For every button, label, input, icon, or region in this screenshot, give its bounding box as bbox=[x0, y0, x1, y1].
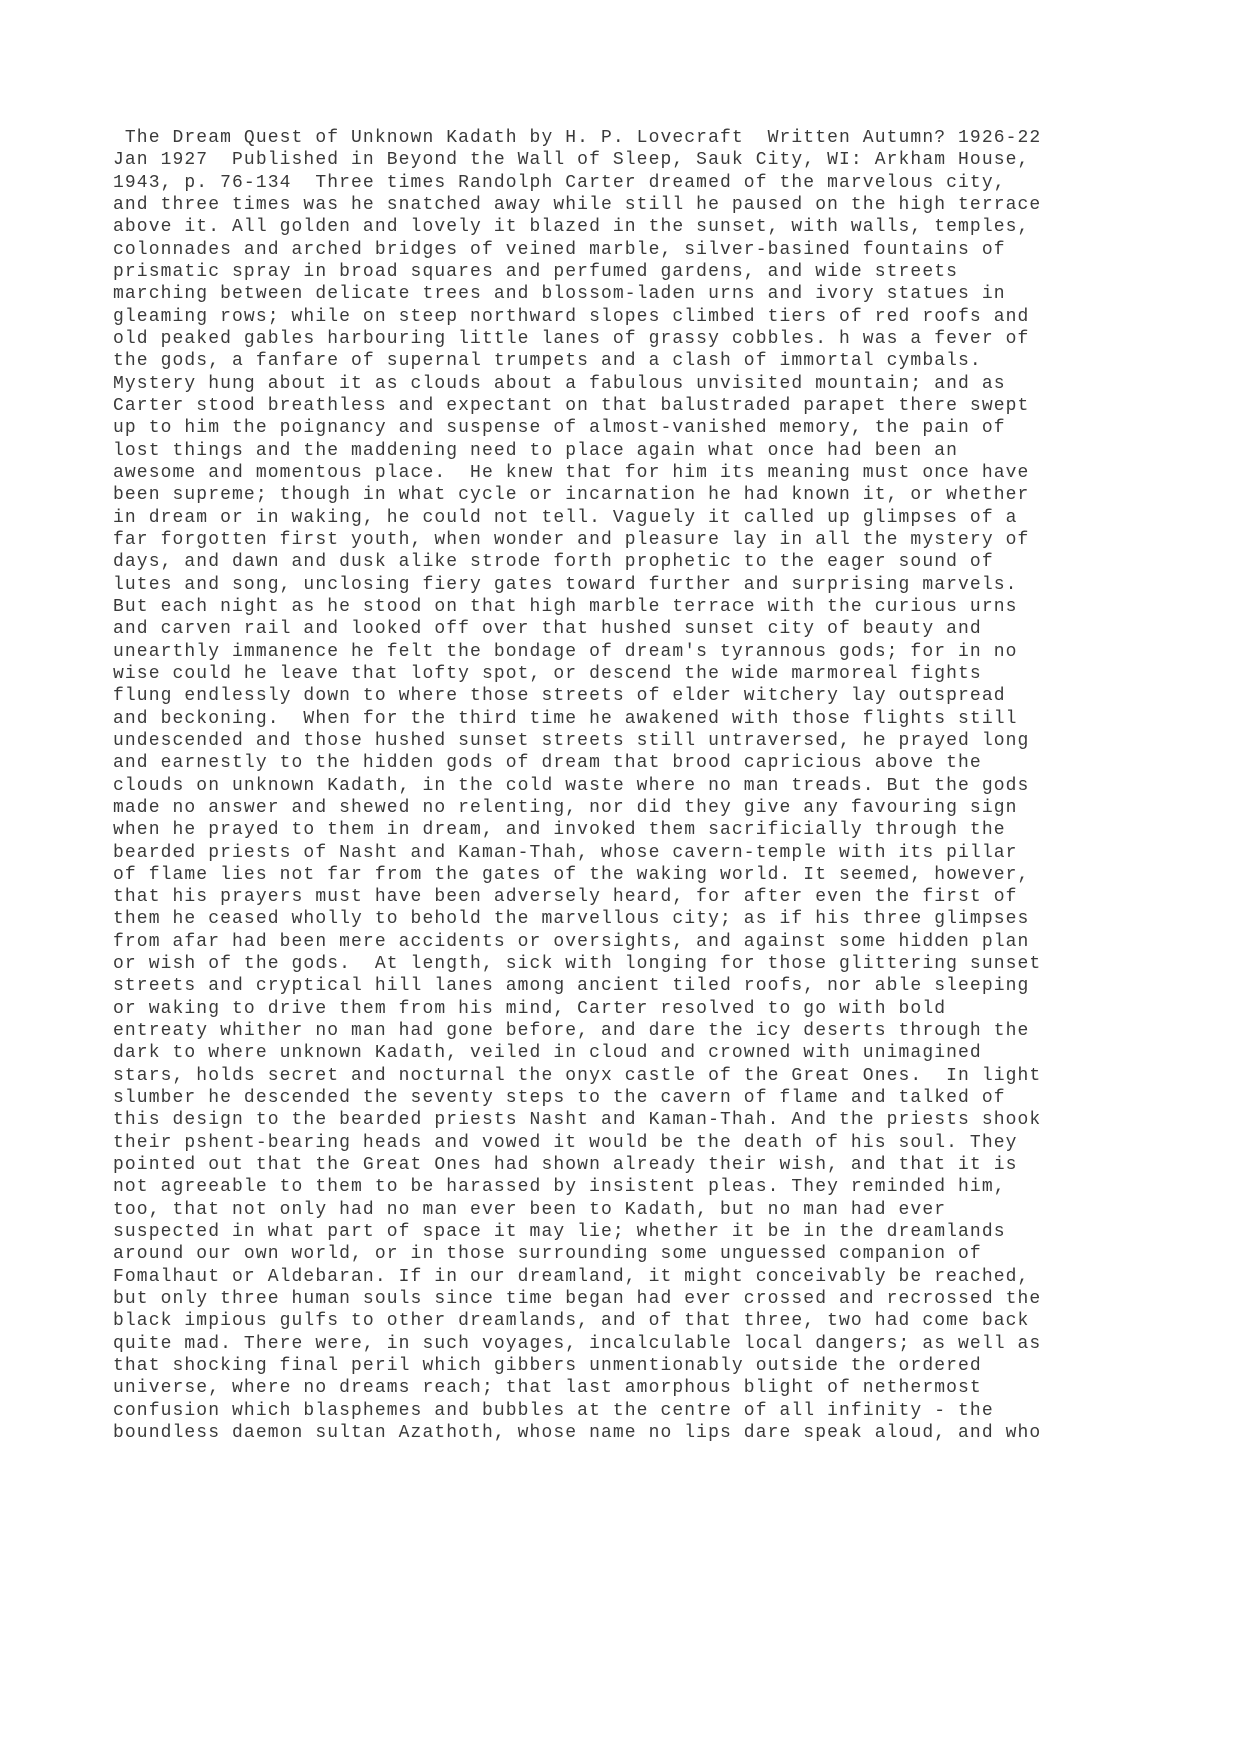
text-line: flung endlessly down to where those streets of elder witchery lay outspread bbox=[113, 686, 1006, 707]
text-line: confusion which blasphemes and bubbles at the centre of all infinity - the bbox=[113, 1400, 994, 1421]
text-line: stars, holds secret and nocturnal the onyx castle of the Great Ones. In light bbox=[113, 1065, 1042, 1086]
text-line: suspected in what part of space it may lie; whether it be in the dreamlands bbox=[113, 1222, 1006, 1243]
text-line: days, and dawn and dusk alike strode forth prophetic to the eager sound of bbox=[113, 552, 994, 573]
text-line: gleaming rows; while on steep northward slopes climbed tiers of red roofs and bbox=[113, 306, 1030, 327]
text-line: universe, where no dreams reach; that last amorphous blight of nethermost bbox=[113, 1378, 982, 1399]
text-line: wise could he leave that lofty spot, or descend the wide marmoreal fights bbox=[113, 663, 982, 684]
text-line: when he prayed to them in dream, and invoked them sacrificially through the bbox=[113, 820, 1006, 841]
text-line: not agreeable to them to be harassed by insistent pleas. They reminded him, bbox=[113, 1177, 1006, 1198]
text-line: Fomalhaut or Aldebaran. If in our dreamland, it might conceivably be reached, bbox=[113, 1266, 1030, 1287]
text-line: and three times was he snatched away while still he paused on the high terrace bbox=[113, 194, 1042, 215]
text-line: made no answer and shewed no relenting, nor did they give any favouring sign bbox=[113, 797, 1018, 818]
text-line: and beckoning. When for the third time he awakened with those flights still bbox=[113, 708, 1018, 729]
text-line: boundless daemon sultan Azathoth, whose name no lips dare speak aloud, and who bbox=[113, 1423, 1042, 1444]
text-line: quite mad. There were, in such voyages, incalculable local dangers; as well as bbox=[113, 1333, 1042, 1354]
text-line: lutes and song, unclosing fiery gates toward further and surprising marvels. bbox=[113, 574, 1018, 595]
text-line: dark to where unknown Kadath, veiled in cloud and crowned with unimagined bbox=[113, 1043, 982, 1064]
text-line: their pshent-bearing heads and vowed it would be the death of his soul. They bbox=[113, 1132, 1018, 1153]
text-line: Jan 1927 Published in Beyond the Wall of Sleep, Sauk City, WI: Arkham House, bbox=[113, 150, 1030, 171]
text-line: that shocking final peril which gibbers unmentionably outside the ordered bbox=[113, 1356, 982, 1377]
text-line: been supreme; though in what cycle or incarnation he had known it, or whether bbox=[113, 485, 1030, 506]
text-line: or wish of the gods. At length, sick with longing for those glittering sunset bbox=[113, 954, 1042, 975]
text-line: of flame lies not far from the gates of the waking world. It seemed, however, bbox=[113, 864, 1030, 885]
text-line: up to him the poignancy and suspense of almost-vanished memory, the pain of bbox=[113, 418, 1006, 439]
document-body-text bbox=[113, 127, 1041, 1444]
text-line: awesome and momentous place. He knew that for him its meaning must once have bbox=[113, 462, 1030, 483]
text-line: far forgotten first youth, when wonder and pleasure lay in all the mystery of bbox=[113, 529, 1030, 550]
text-line: The Dream Quest of Unknown Kadath by H. P. Lovecraft Written Autumn? 1926-22 bbox=[113, 128, 1042, 148]
text-line: undescended and those hushed sunset streets still untraversed, he prayed long bbox=[113, 730, 1030, 751]
text-line: around our own world, or in those surrounding some unguessed companion of bbox=[113, 1244, 982, 1265]
text-line: this design to the bearded priests Nasht and Kaman-Thah. And the priests shook bbox=[113, 1110, 1042, 1131]
text-line: Carter stood breathless and expectant on that balustraded parapet there swept bbox=[113, 395, 1030, 416]
text-line: above it. All golden and lovely it blazed in the sunset, with walls, temples, bbox=[113, 217, 1030, 238]
text-line: clouds on unknown Kadath, in the cold waste where no man treads. But the gods bbox=[113, 775, 1030, 796]
text-line: unearthly immanence he felt the bondage of dream's tyrannous gods; for in no bbox=[113, 641, 1018, 662]
text-line: and carven rail and looked off over that hushed sunset city of beauty and bbox=[113, 619, 982, 640]
text-line: colonnades and arched bridges of veined marble, silver-basined fountains of bbox=[113, 239, 1006, 260]
text-line: and earnestly to the hidden gods of dream that brood capricious above the bbox=[113, 753, 982, 774]
text-line: lost things and the maddening need to place again what once had been an bbox=[113, 440, 959, 461]
text-line: from afar had been mere accidents or oversights, and against some hidden plan bbox=[113, 931, 1030, 952]
text-line: But each night as he stood on that high marble terrace with the curious urns bbox=[113, 596, 1018, 617]
text-line: black impious gulfs to other dreamlands, and of that three, two had come back bbox=[113, 1311, 1030, 1332]
text-line: bearded priests of Nasht and Kaman-Thah, whose cavern-temple with its pillar bbox=[113, 842, 1018, 863]
text-line: marching between delicate trees and blossom-laden urns and ivory statues in bbox=[113, 284, 1006, 305]
text-line: them he ceased wholly to behold the marvellous city; as if his three glimpses bbox=[113, 909, 1030, 930]
text-line: pointed out that the Great Ones had shown already their wish, and that it is bbox=[113, 1155, 1018, 1176]
text-line: the gods, a fanfare of supernal trumpets and a clash of immortal cymbals. bbox=[113, 351, 982, 372]
text-line: slumber he descended the seventy steps to the cavern of flame and talked of bbox=[113, 1088, 1006, 1109]
text-line: that his prayers must have been adversely heard, for after even the first of bbox=[113, 887, 1018, 908]
text-line: or waking to drive them from his mind, Carter resolved to go with bold bbox=[113, 998, 947, 1019]
text-line: prismatic spray in broad squares and perfumed gardens, and wide streets bbox=[113, 261, 959, 282]
text-line: streets and cryptical hill lanes among ancient tiled roofs, nor able sleeping bbox=[113, 976, 1030, 997]
text-line: old peaked gables harbouring little lanes of grassy cobbles. h was a fever of bbox=[113, 328, 1030, 349]
text-line: in dream or in waking, he could not tell. Vaguely it called up glimpses of a bbox=[113, 507, 1018, 528]
text-line: but only three human souls since time began had ever crossed and recrossed the bbox=[113, 1289, 1042, 1310]
text-line: too, that not only had no man ever been to Kadath, but no man had ever bbox=[113, 1199, 947, 1220]
text-line: Mystery hung about it as clouds about a fabulous unvisited mountain; and as bbox=[113, 373, 1006, 394]
text-line: entreaty whither no man had gone before, and dare the icy deserts through the bbox=[113, 1021, 1030, 1042]
text-line: 1943, p. 76-134 Three times Randolph Carter dreamed of the marvelous city, bbox=[113, 172, 1006, 193]
